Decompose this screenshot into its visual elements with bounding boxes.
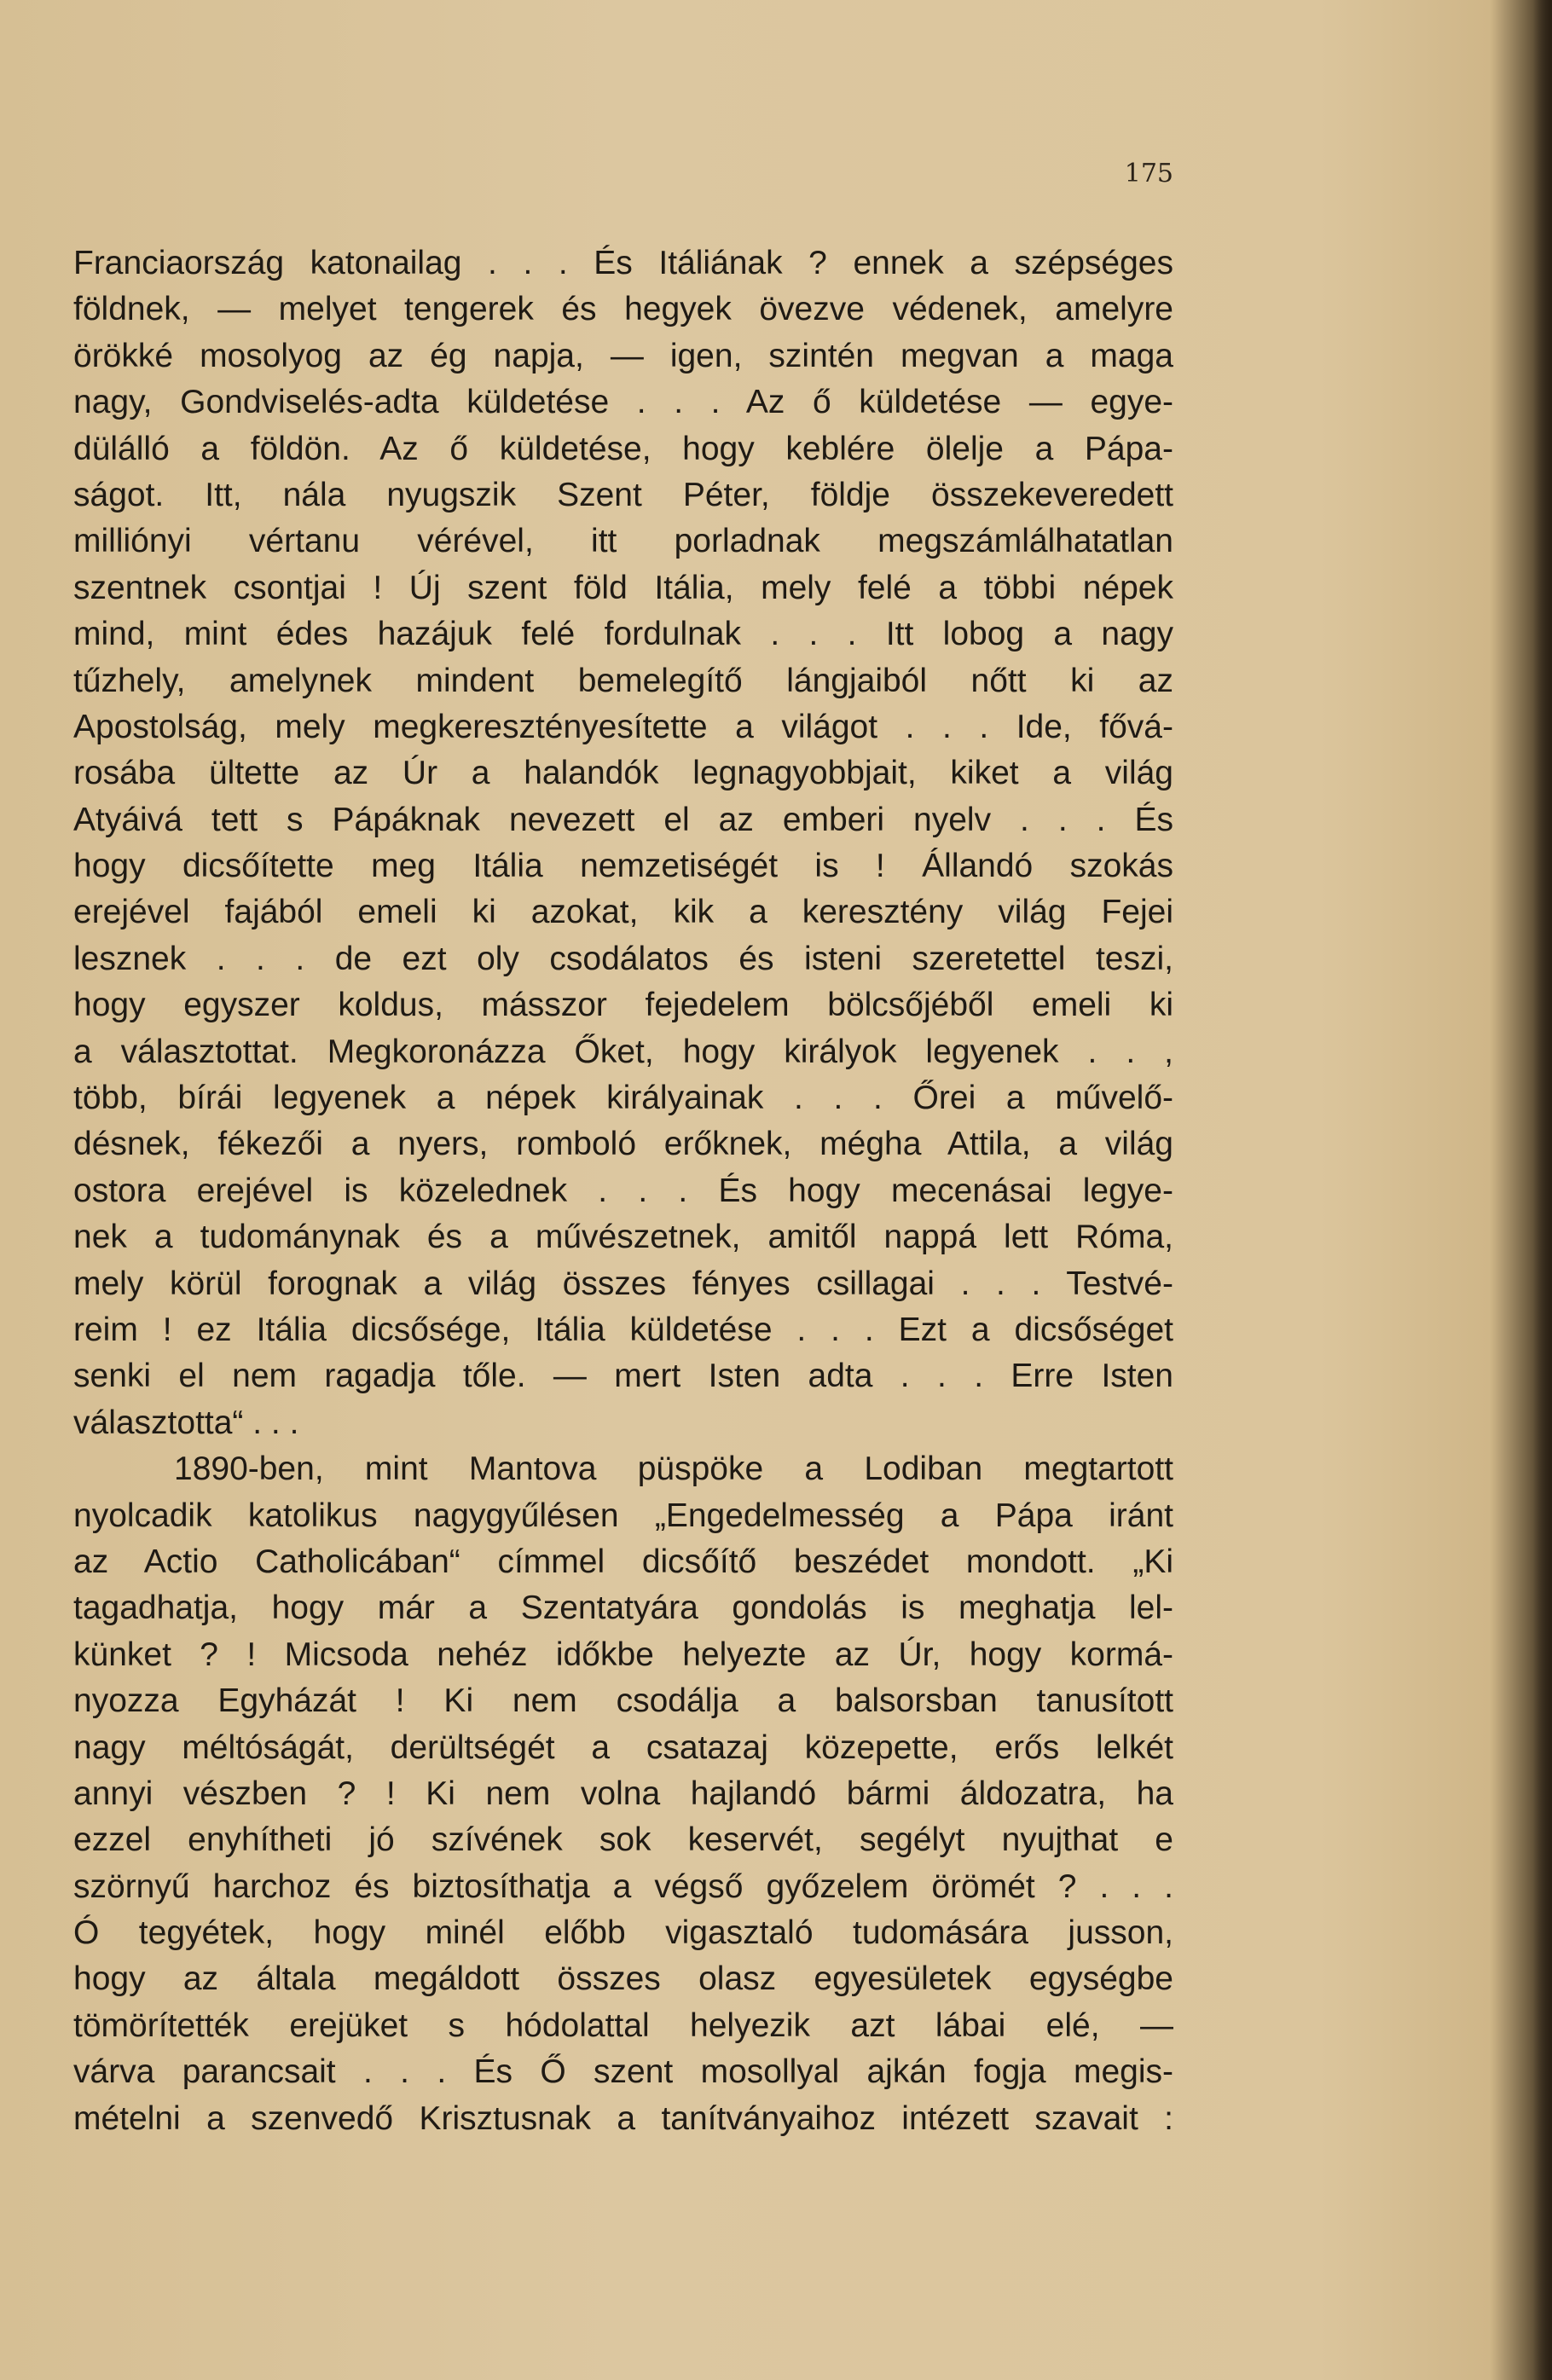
body-text xyxy=(73,240,1173,2142)
text-line: tűzhely, amelynek mindent bemelegítő lángjaiból nőtt ki az xyxy=(73,662,1173,699)
text-line: nagy méltóságát, derültségét a csatazaj közepette, erős lelkét xyxy=(73,1729,1173,1766)
text-line: választotta“ . . . xyxy=(73,1404,299,1441)
text-line: dülálló a földön. Az ő küldetése, hogy keblére ölelje a Pápa- xyxy=(73,430,1173,467)
text-line: Apostolság, mely megkeresztényesítette a világot . . . Ide, fővá- xyxy=(73,708,1173,745)
text-line: Atyáivá tett s Pápáknak nevezett el az emberi nyelv . . . És xyxy=(73,801,1173,838)
page-number: 175 xyxy=(1124,159,1173,188)
text-line: hogy az általa megáldott összes olasz egyesületek egységbe xyxy=(73,1960,1173,1998)
text-line: rosába ültette az Úr a halandók legnagyobbjait, kiket a világ xyxy=(73,755,1173,792)
text-line: az Actio Catholicában“ címmel dicsőítő beszédet mondott. „Ki xyxy=(73,1543,1173,1580)
text-line: ságot. Itt, nála nyugszik Szent Péter, földje összekeveredett xyxy=(73,476,1173,513)
text-line: mind, mint édes hazájuk felé fordulnak . . . Itt lobog a nagy xyxy=(73,616,1173,653)
text-line: hogy egyszer koldus, másszor fejedelem bölcsőjéből emeli ki xyxy=(73,987,1173,1024)
text-line: désnek, fékezői a nyers, romboló erőknek, mégha Attila, a világ xyxy=(73,1126,1173,1163)
text-line: nagy, Gondviselés-adta küldetése . . . Az ő küldetése — egye- xyxy=(73,384,1173,421)
text-line: szentnek csontjai ! Új szent föld Itália, mely felé a többi népek xyxy=(73,569,1173,606)
text-line: örökké mosolyog az ég napja, — igen, szintén megvan a maga xyxy=(73,337,1173,374)
text-line: lesznek . . . de ezt oly csodálatos és isteni szeretettel teszi, xyxy=(73,940,1173,977)
text-line: Franciaország katonailag . . . És Itáliának ? ennek a szépséges xyxy=(73,245,1173,281)
text-line: a választottat. Megkoronázza Őket, hogy királyok legyenek . . , xyxy=(73,1033,1173,1070)
text-line: senki el nem ragadja tőle. — mert Isten adta . . . Erre Isten xyxy=(73,1358,1173,1395)
page-edge-shadow xyxy=(1533,0,1552,2380)
text-line: tömörítették erejüket s hódolattal helyezik azt lábai elé, — xyxy=(73,2006,1173,2044)
text-line: künket ? ! Micsoda nehéz időkbe helyezte az Úr, hogy kormá- xyxy=(73,1636,1173,1673)
text-line: várva parancsait . . . És Ő szent mosollyal ajkán fogja megis- xyxy=(73,2053,1173,2091)
text-line: ezzel enyhítheti jó szívének sok keservét, segélyt nyujthat e xyxy=(73,1821,1173,1859)
text-line: erejével fajából emeli ki azokat, kik a keresztény világ Fejei xyxy=(73,894,1173,931)
text-line: milliónyi vértanu vérével, itt porladnak megszámlálhatatlan xyxy=(73,523,1173,560)
text-line: ostora erejével is közelednek . . . És hogy mecenásai legye- xyxy=(73,1172,1173,1209)
text-line: mételni a szenvedő Krisztusnak a tanítványaihoz intézett szavait : xyxy=(73,2099,1173,2137)
text-line: nyozza Egyházát ! Ki nem csodálja a balsorsban tanusított xyxy=(73,1682,1173,1720)
text-line: hogy dicsőítette meg Itália nemzetiségét is ! Állandó szokás xyxy=(73,848,1173,885)
text-line: reim ! ez Itália dicsősége, Itália küldetése . . . Ezt a dicsőséget xyxy=(73,1311,1173,1348)
text-line: szörnyű harchoz és biztosíthatja a végső győzelem örömét ? . . . xyxy=(73,1868,1173,1905)
text-line: Ó tegyétek, hogy minél előbb vigasztaló tudomására jusson, xyxy=(73,1914,1173,1952)
text-line: tagadhatja, hogy már a Szentatyára gondolás is meghatja lel- xyxy=(73,1590,1173,1627)
text-line: nek a tudománynak és a művészetnek, amitől nappá lett Róma, xyxy=(73,1219,1173,1256)
text-line: mely körül forognak a világ összes fényes csillagai . . . Testvé- xyxy=(73,1265,1173,1302)
text-line: 1890-ben, mint Mantova püspöke a Lodiban megtartott xyxy=(174,1451,1173,1488)
text-line: földnek, — melyet tengerek és hegyek övezve védenek, amelyre xyxy=(73,291,1173,328)
text-line: annyi vészben ? ! Ki nem volna hajlandó bármi áldozatra, ha xyxy=(73,1775,1173,1812)
text-line: több, bírái legyenek a népek királyainak . . . Őrei a művelő- xyxy=(73,1080,1173,1117)
text-line: nyolcadik katolikus nagygyűlésen „Engedelmesség a Pápa iránt xyxy=(73,1497,1173,1534)
